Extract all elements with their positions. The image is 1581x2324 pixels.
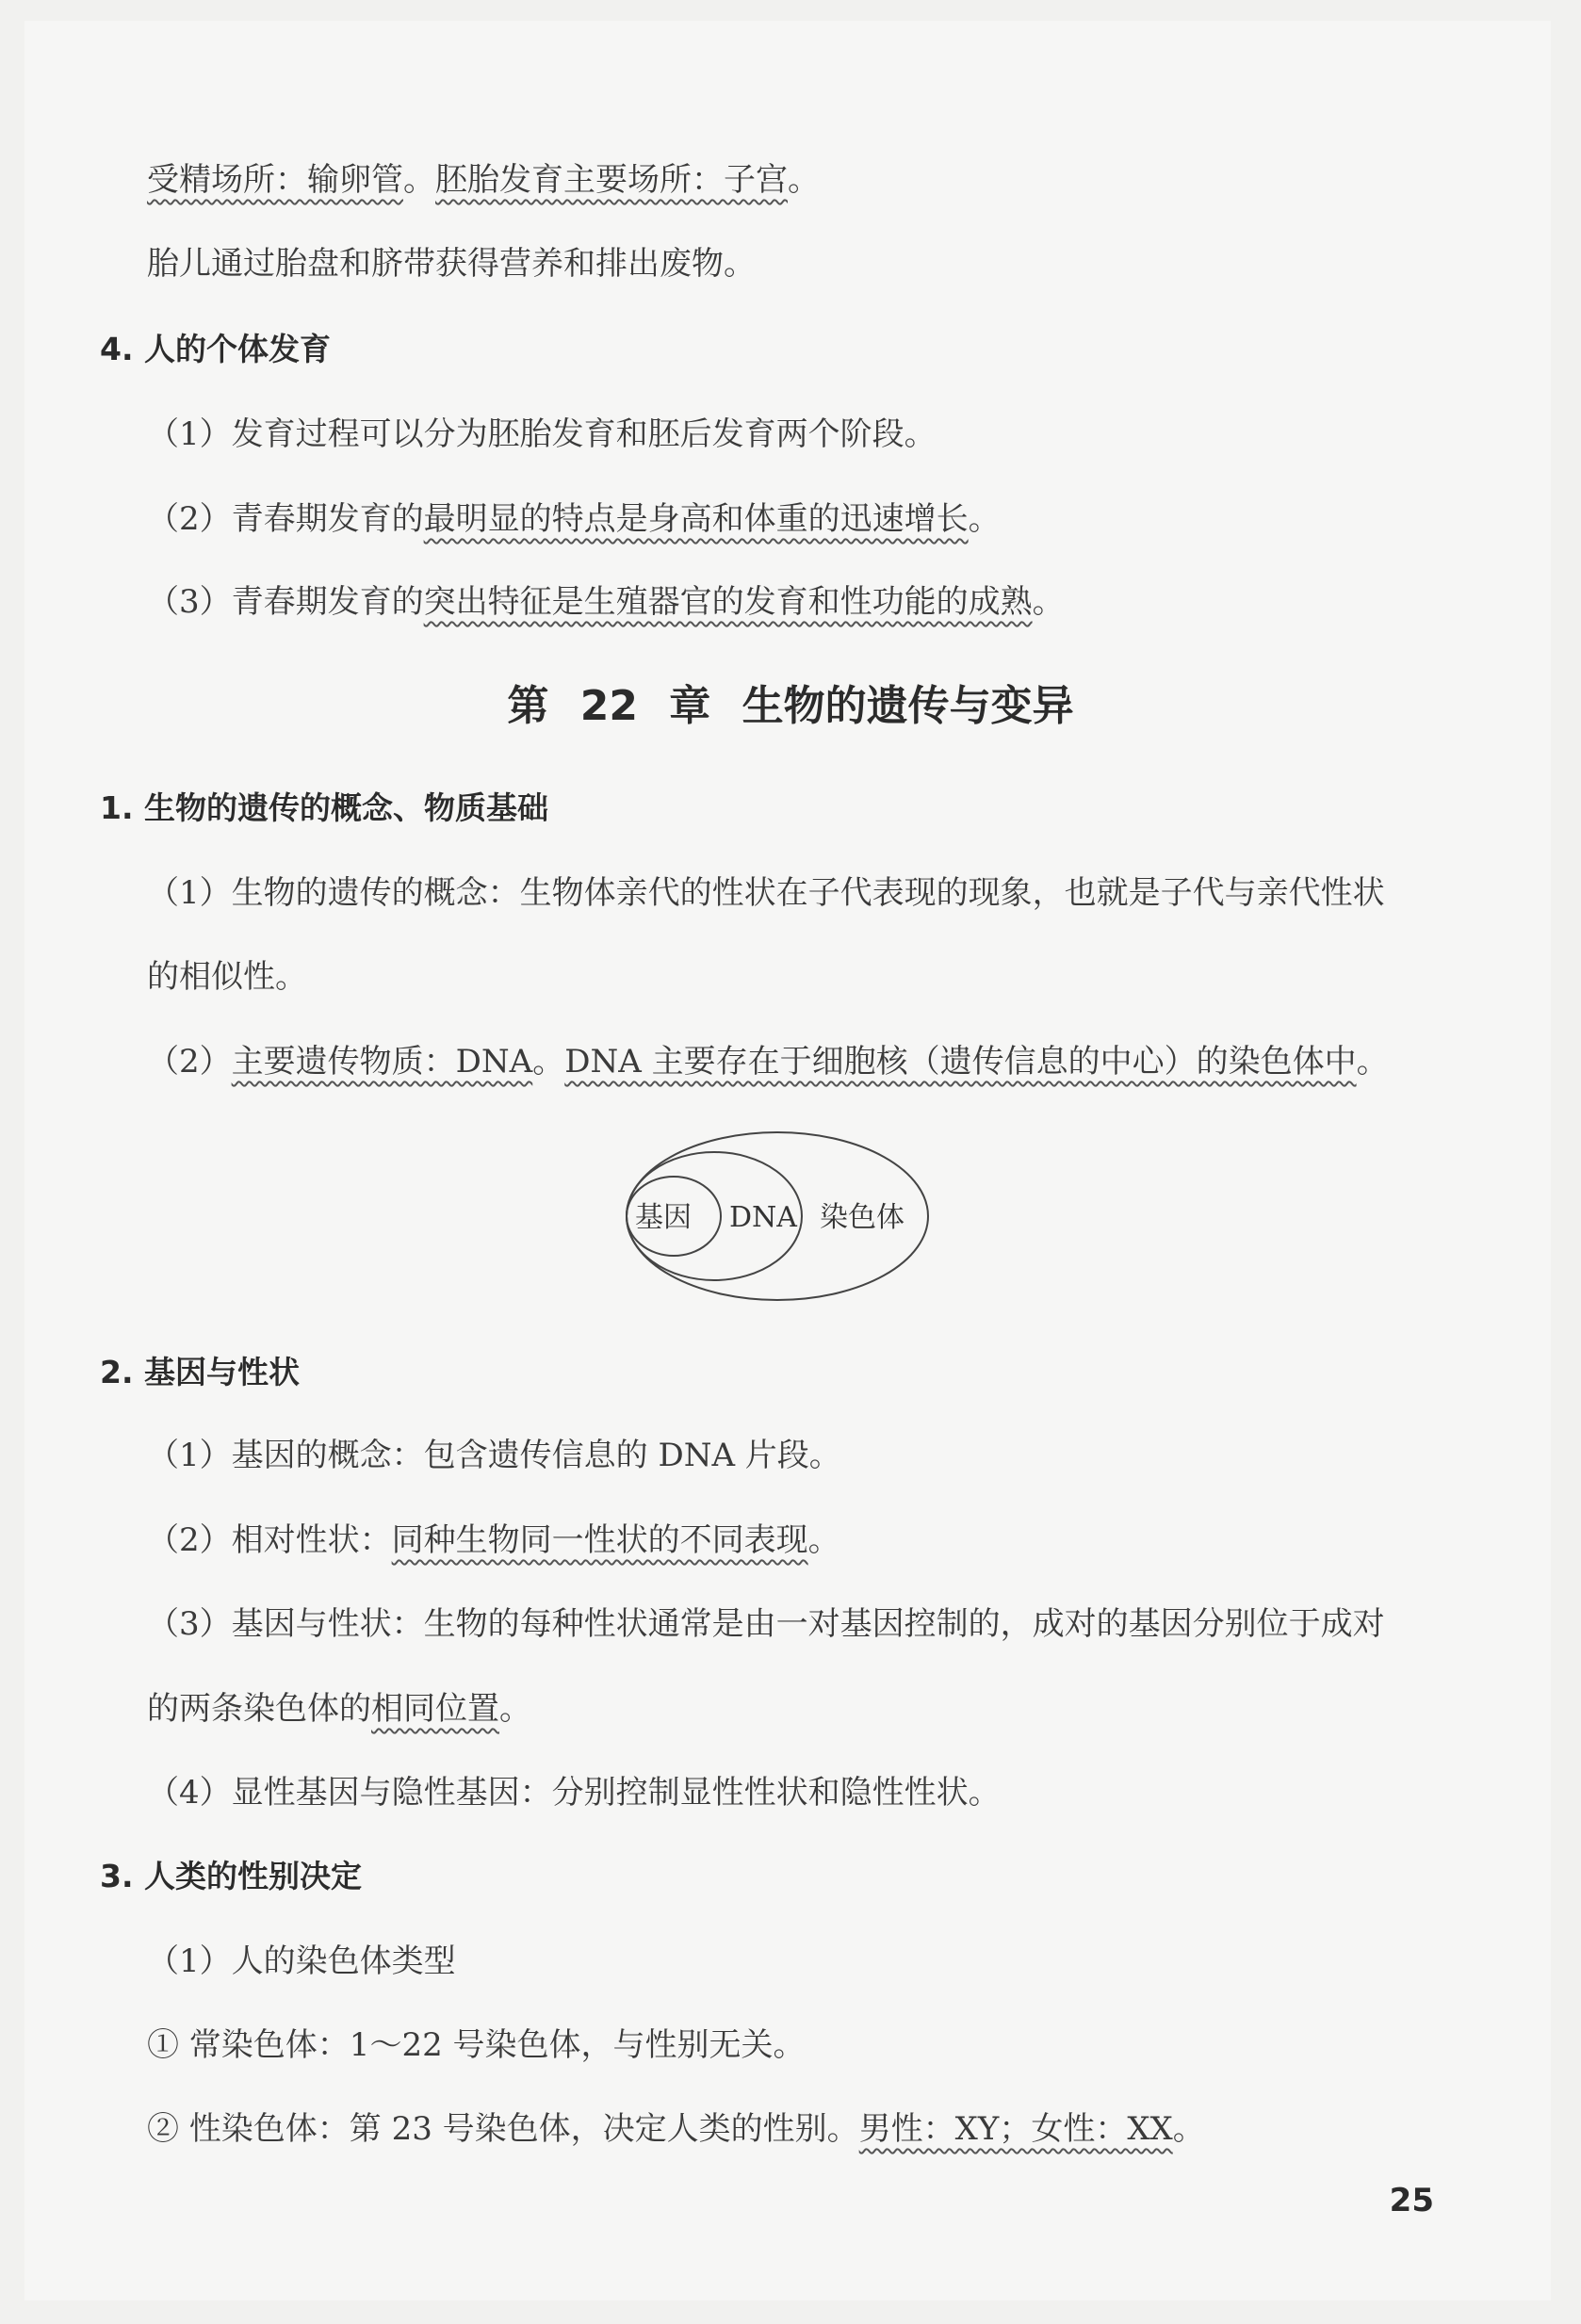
text-line-dominant-recessive: （4）显性基因与隐性基因：分别控制显性性状和隐性性状。 bbox=[147, 1774, 1001, 1812]
emphasis-embryo-site: 胚胎发育主要场所：子宫 bbox=[435, 161, 788, 199]
emphasis-same-position: 相同位置 bbox=[371, 1690, 499, 1728]
chapter-title: 第 22 章 生物的遗传与变异 bbox=[507, 682, 1074, 730]
punct: 。 bbox=[499, 1690, 531, 1728]
text-line-puberty-prominent bbox=[147, 583, 1065, 621]
punct: 。 bbox=[807, 1521, 840, 1559]
emphasis-puberty-prominent: 突出特征是生殖器官的发育和性功能的成熟 bbox=[423, 583, 1033, 621]
text-line-genetic-material bbox=[147, 1043, 1389, 1081]
punct: 。 bbox=[1032, 583, 1065, 621]
gene-dna-chromosome-diagram bbox=[622, 1127, 942, 1306]
text: （2） bbox=[147, 1043, 232, 1081]
chromosome-label: 染色体 bbox=[820, 1201, 905, 1234]
punct: 。 bbox=[788, 161, 820, 199]
section-heading-individual-development: 4. 人的个体发育 bbox=[100, 331, 331, 367]
text: 的两条染色体的 bbox=[147, 1690, 371, 1728]
punct: 。 bbox=[532, 1043, 565, 1081]
text-line-development-stages: （1）发育过程可以分为胚胎发育和胚后发育两个阶段。 bbox=[147, 415, 937, 453]
emphasis-xy-xx: 男性：XY；女性：XX bbox=[858, 2110, 1173, 2148]
nested-ellipses bbox=[622, 1127, 942, 1306]
text-line-gene-trait-relation-cont bbox=[147, 1690, 531, 1728]
section-heading-gene-trait: 2. 基因与性状 bbox=[100, 1354, 300, 1390]
text-line-fetus: 胎儿通过胎盘和脐带获得营养和排出废物。 bbox=[147, 245, 756, 283]
text-line-gene-concept: （1）基因的概念：包含遗传信息的 DNA 片段。 bbox=[147, 1437, 841, 1474]
text-line-relative-trait bbox=[147, 1521, 840, 1559]
text-line-sex-chromosome bbox=[147, 2110, 1205, 2148]
punct: 。 bbox=[1356, 1043, 1389, 1081]
punct: 。 bbox=[1172, 2110, 1205, 2148]
text-line-autosome: ① 常染色体：1～22 号染色体，与性别无关。 bbox=[147, 2026, 806, 2064]
emphasis-main-genetic-material: 主要遗传物质：DNA bbox=[231, 1043, 533, 1081]
emphasis-puberty-feature: 最明显的特点是身高和体重的迅速增长 bbox=[423, 500, 969, 538]
text-line-heredity-definition-cont: 的相似性。 bbox=[147, 958, 307, 996]
emphasis-fertilization-site: 受精场所：输卵管 bbox=[147, 161, 403, 199]
text-line-fertilization bbox=[147, 161, 820, 199]
text-line-heredity-definition: （1）生物的遗传的概念：生物体亲代的性状在子代表现的现象，也就是子代与亲代性状 bbox=[147, 874, 1385, 912]
page-number: 25 bbox=[1389, 2182, 1434, 2219]
text: ② 性染色体：第 23 号染色体，决定人类的性别。 bbox=[147, 2110, 859, 2148]
section-heading-heredity-concept: 1. 生物的遗传的概念、物质基础 bbox=[100, 789, 548, 826]
punct: 。 bbox=[403, 161, 435, 199]
text-line-chromosome-types: （1）人的染色体类型 bbox=[147, 1942, 456, 1980]
section-heading-sex-determination: 3. 人类的性别决定 bbox=[100, 1858, 362, 1894]
text-line-puberty-feature bbox=[147, 500, 1001, 538]
text: （2）相对性状： bbox=[147, 1521, 392, 1559]
emphasis-dna-location: DNA 主要存在于细胞核（遗传信息的中心）的染色体中 bbox=[564, 1043, 1357, 1081]
dna-label: DNA bbox=[729, 1201, 797, 1234]
text: （3）青春期发育的 bbox=[147, 583, 424, 621]
text-line-gene-trait-relation: （3）基因与性状：生物的每种性状通常是由一对基因控制的，成对的基因分别位于成对 bbox=[147, 1605, 1385, 1643]
text: （2）青春期发育的 bbox=[147, 500, 424, 538]
emphasis-relative-trait: 同种生物同一性状的不同表现 bbox=[391, 1521, 808, 1559]
gene-label: 基因 bbox=[635, 1201, 692, 1234]
punct: 。 bbox=[968, 500, 1001, 538]
